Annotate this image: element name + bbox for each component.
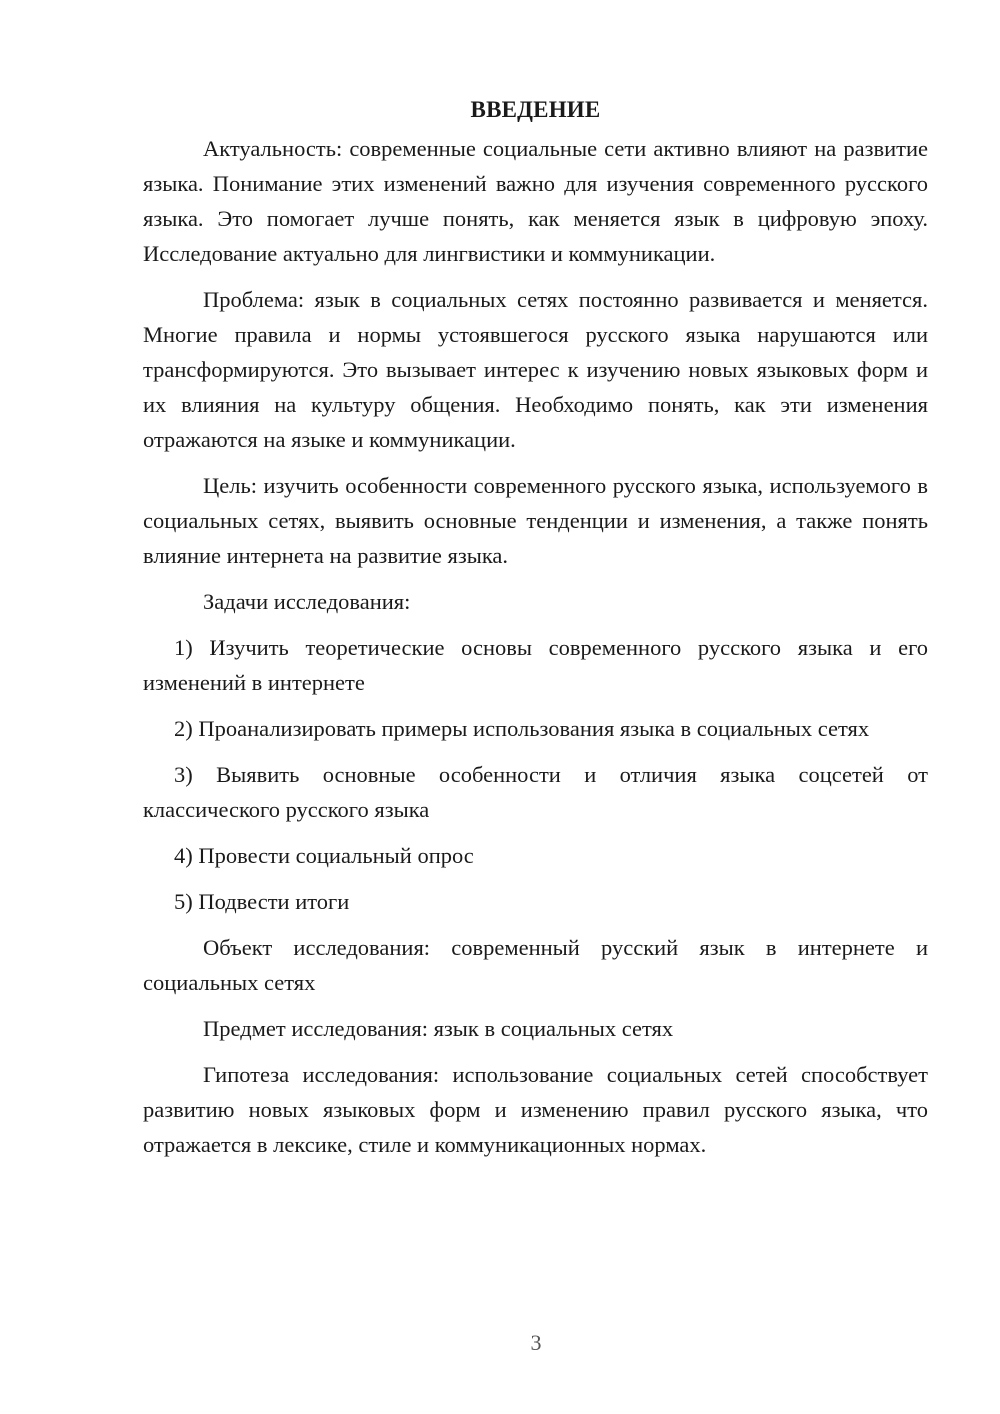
paragraph-object: Объект исследования: современный русский язык в интернете и социальных сетях bbox=[143, 935, 928, 995]
paragraph-relevance: Актуальность: современные социальные сети активно влияют на развитие языка. Понимание этих изменений важно для изучения современного русского языка. Это помогает лучше понять, как меняется язык в цифровую эпоху. Исследование актуально для лингвистики и коммуникации. bbox=[143, 136, 928, 266]
task-item-5: 5) Подвести итоги bbox=[174, 889, 350, 914]
task-item-3: 3) Выявить основные особенности и отличия языка соцсетей от классического русского языка bbox=[143, 762, 928, 822]
paragraph-problem: Проблема: язык в социальных сетях постоянно развивается и меняется. Многие правила и нормы устоявшегося русского языка нарушаются или трансформируются. Это вызывает интерес к изучению новых языковых форм и их влияния на культуру общения. Необходимо понять, как эти изменения отражаются на языке и коммуникации. bbox=[143, 287, 928, 452]
page-number: 3 bbox=[530, 1330, 542, 1355]
section-title: ВВЕДЕНИЕ bbox=[470, 97, 601, 122]
task-item-4: 4) Провести социальный опрос bbox=[174, 843, 474, 868]
task-item-2: 2) Проанализировать примеры использования языка в социальных сетях bbox=[174, 716, 870, 741]
tasks-heading: Задачи исследования: bbox=[203, 589, 411, 614]
task-item-1: 1) Изучить теоретические основы современного русского языка и его изменений в интернете bbox=[143, 635, 928, 695]
document-page bbox=[143, 92, 928, 1173]
paragraph-subject: Предмет исследования: язык в социальных сетях bbox=[203, 1016, 674, 1041]
paragraph-hypothesis: Гипотеза исследования: использование социальных сетей способствует развитию новых языковых форм и изменению правил русского языка, что отражается в лексике, стиле и коммуникационных нормах. bbox=[143, 1062, 928, 1157]
paragraph-goal: Цель: изучить особенности современного русского языка, используемого в социальных сетях, выявить основные тенденции и изменения, а также понять влияние интернета на развитие языка. bbox=[143, 473, 928, 568]
